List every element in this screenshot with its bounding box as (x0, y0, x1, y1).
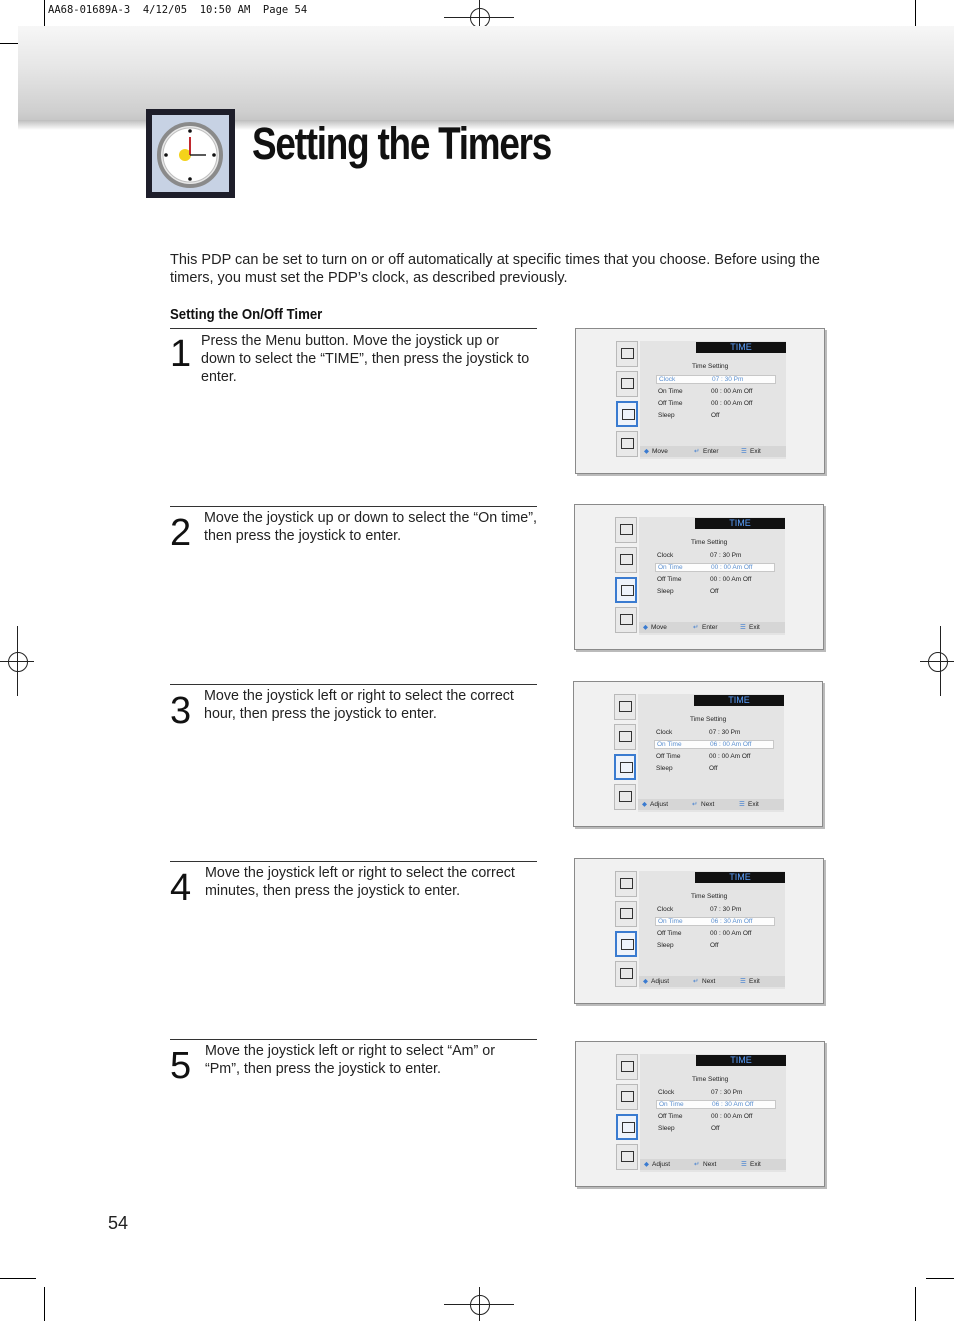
osd-row-label: On Time (657, 741, 682, 748)
osd-row-label: Clock (658, 1089, 675, 1096)
time-menu-icon (615, 577, 637, 603)
footer-action-2: Enter (702, 624, 718, 631)
osd-row-label: Clock (656, 729, 673, 736)
crop-mark (44, 1287, 45, 1321)
step-text: Move the joystick left or right to select the correct minutes, then press the joystick to enter. (205, 865, 515, 899)
enter-icon: ↵ (692, 801, 698, 808)
osd-side-menu (615, 871, 637, 989)
osd-row-value: 07 : 30 Pm (711, 1089, 743, 1096)
osd-menu-row (655, 929, 775, 938)
osd-screenshot (573, 681, 823, 827)
joystick-icon: ◆ (644, 448, 649, 455)
osd-menu-row (656, 1100, 776, 1109)
osd-footer (638, 799, 784, 810)
page-title: Setting the Timers (252, 118, 552, 169)
osd-side-menu (616, 341, 638, 459)
osd-row-value: 06 : 00 Am Off (710, 741, 752, 748)
osd-menu-row (654, 728, 774, 737)
osd-row-value: 07 : 30 Pm (709, 729, 741, 736)
footer-action-2: Next (702, 978, 716, 985)
osd-menu-row (656, 399, 776, 408)
osd-menu-row (655, 905, 775, 914)
picture-menu-icon (616, 1054, 638, 1080)
osd-menu-row (654, 764, 774, 773)
osd-row-value: 00 : 00 Am Off (710, 576, 752, 583)
time-menu-icon (616, 401, 638, 427)
osd-screenshot (574, 858, 824, 1004)
setup-menu-icon (616, 371, 638, 397)
osd-row-label: Sleep (658, 412, 675, 419)
step-number: 5 (170, 1045, 192, 1087)
print-slug: AA68-01689A-3 4/12/05 10:50 AM Page 54 (48, 4, 308, 16)
joystick-icon: ◆ (643, 624, 648, 631)
osd-row-label: Sleep (656, 765, 673, 772)
osd-menu-subtitle: Time Setting (692, 1076, 729, 1083)
osd-menu-row (655, 551, 775, 560)
setup-menu-icon (615, 901, 637, 927)
osd-row-value: 07 : 30 Pm (710, 906, 742, 913)
osd-row-value: Off (709, 765, 718, 772)
osd-side-menu (615, 517, 637, 635)
footer-action-1: Adjust (650, 801, 669, 808)
osd-row-value: Off (710, 588, 719, 595)
menu-icon: ☰ (739, 801, 745, 808)
enter-icon: ↵ (693, 624, 699, 631)
osd-screenshot (574, 504, 824, 650)
osd-side-menu (616, 1054, 638, 1172)
enter-icon: ↵ (694, 1161, 700, 1168)
osd-menu-row (656, 375, 776, 384)
osd-row-value: Off (711, 412, 720, 419)
step-divider (170, 328, 537, 329)
page-number: 54 (108, 1213, 129, 1233)
osd-row-value: 00 : 00 Am Off (711, 564, 753, 571)
osd-menu-subtitle: Time Setting (691, 893, 728, 900)
footer-action-3: Exit (749, 624, 760, 631)
step-number: 2 (170, 512, 192, 554)
crop-mark (0, 1278, 36, 1279)
osd-menu (640, 1054, 786, 1172)
osd-row-label: Off Time (656, 753, 681, 760)
osd-menu-title: TIME (696, 342, 786, 353)
step-number: 3 (170, 690, 192, 732)
osd-row-value: 00 : 00 Am Off (711, 400, 753, 407)
osd-row-label: Off Time (657, 930, 682, 937)
step-text: Move the joystick left or right to select the correct hour, then press the joystick to enter. (204, 688, 514, 722)
osd-menu-title: TIME (695, 872, 785, 883)
channel-menu-icon (616, 1144, 638, 1170)
osd-menu-row (656, 411, 776, 420)
osd-row-value: 00 : 00 Am Off (711, 1113, 753, 1120)
osd-menu-row (654, 740, 774, 749)
step-divider (170, 684, 537, 685)
osd-menu-title: TIME (694, 695, 784, 706)
crop-mark (926, 1278, 954, 1279)
osd-menu-row (656, 1112, 776, 1121)
footer-action-3: Exit (750, 448, 761, 455)
osd-row-label: Off Time (657, 576, 682, 583)
time-menu-icon (615, 931, 637, 957)
picture-menu-icon (615, 871, 637, 897)
step-divider (170, 1039, 537, 1040)
osd-row-value: 07 : 30 Pm (710, 552, 742, 559)
channel-menu-icon (615, 607, 637, 633)
osd-menu-subtitle: Time Setting (690, 716, 727, 723)
osd-menu (639, 871, 785, 989)
menu-icon: ☰ (741, 1161, 747, 1168)
osd-menu-row (656, 1088, 776, 1097)
footer-action-2: Next (703, 1161, 717, 1168)
osd-menu-title: TIME (695, 518, 785, 529)
enter-icon: ↵ (694, 448, 700, 455)
osd-row-label: On Time (658, 918, 683, 925)
osd-row-value: 06 : 30 Am Off (711, 918, 753, 925)
joystick-icon: ◆ (642, 801, 647, 808)
osd-footer (640, 1159, 786, 1170)
osd-row-label: Sleep (657, 588, 674, 595)
picture-menu-icon (615, 517, 637, 543)
osd-side-menu (614, 694, 636, 812)
osd-row-value: Off (710, 942, 719, 949)
osd-row-label: Clock (657, 906, 674, 913)
osd-menu-row (655, 917, 775, 926)
osd-row-value: 00 : 00 Am Off (709, 753, 751, 760)
menu-icon: ☰ (741, 448, 747, 455)
section-subheading: Setting the On/Off Timer (170, 306, 323, 323)
osd-menu-row (655, 941, 775, 950)
clock-icon (146, 109, 235, 198)
osd-footer (639, 976, 785, 987)
step-number: 4 (170, 867, 192, 909)
osd-menu (640, 341, 786, 459)
osd-row-value: 06 : 30 Am Off (712, 1101, 754, 1108)
osd-row-label: Clock (659, 376, 676, 383)
osd-row-label: Off Time (658, 1113, 683, 1120)
osd-row-label: Off Time (658, 400, 683, 407)
enter-icon: ↵ (693, 978, 699, 985)
step-number: 1 (170, 333, 192, 375)
osd-menu-subtitle: Time Setting (691, 539, 728, 546)
setup-menu-icon (615, 547, 637, 573)
step-text: Press the Menu button. Move the joystick up or down to select the “TIME”, then press the joystick to enter. (201, 333, 530, 385)
joystick-icon: ◆ (644, 1161, 649, 1168)
channel-menu-icon (614, 784, 636, 810)
footer-action-1: Move (652, 448, 668, 455)
intro-paragraph: This PDP can be set to turn on or off automatically at specific times that you choose. Before using the timers, you must set the PDP’s clock, as described previously. (170, 252, 820, 286)
osd-footer (639, 622, 785, 633)
osd-row-label: On Time (659, 1101, 684, 1108)
crop-mark (915, 1287, 916, 1321)
osd-row-value: Off (711, 1125, 720, 1132)
osd-row-value: 00 : 00 Am Off (711, 388, 753, 395)
osd-menu-row (656, 387, 776, 396)
osd-menu-row (655, 587, 775, 596)
osd-menu-row (656, 1124, 776, 1133)
footer-action-3: Exit (750, 1161, 761, 1168)
osd-menu-row (655, 575, 775, 584)
footer-action-2: Enter (703, 448, 719, 455)
osd-row-label: Sleep (658, 1125, 675, 1132)
osd-row-label: Sleep (657, 942, 674, 949)
setup-menu-icon (614, 724, 636, 750)
footer-action-1: Adjust (651, 978, 670, 985)
osd-row-label: Clock (657, 552, 674, 559)
footer-action-2: Next (701, 801, 715, 808)
footer-action-3: Exit (748, 801, 759, 808)
setup-menu-icon (616, 1084, 638, 1110)
osd-menu-title: TIME (696, 1055, 786, 1066)
osd-row-value: 00 : 00 Am Off (710, 930, 752, 937)
footer-action-1: Adjust (652, 1161, 671, 1168)
osd-footer (640, 446, 786, 457)
footer-action-1: Move (651, 624, 667, 631)
osd-screenshot (575, 328, 825, 474)
osd-menu-subtitle: Time Setting (692, 363, 729, 370)
osd-menu-row (654, 752, 774, 761)
picture-menu-icon (614, 694, 636, 720)
channel-menu-icon (615, 961, 637, 987)
osd-menu (638, 694, 784, 812)
step-text: Move the joystick up or down to select the “On time”, then press the joystick to enter. (204, 510, 537, 544)
osd-row-label: On Time (658, 564, 683, 571)
step-divider (170, 506, 537, 507)
joystick-icon: ◆ (643, 978, 648, 985)
time-menu-icon (616, 1114, 638, 1140)
menu-icon: ☰ (740, 978, 746, 985)
step-divider (170, 861, 537, 862)
picture-menu-icon (616, 341, 638, 367)
osd-menu-row (655, 563, 775, 572)
channel-menu-icon (616, 431, 638, 457)
osd-row-value: 07 : 30 Pm (712, 376, 744, 383)
step-text: Move the joystick left or right to select “Am” or “Pm”, then press the joystick to enter. (205, 1043, 496, 1077)
menu-icon: ☰ (740, 624, 746, 631)
osd-screenshot (575, 1041, 825, 1187)
osd-row-label: On Time (658, 388, 683, 395)
osd-menu (639, 517, 785, 635)
time-menu-icon (614, 754, 636, 780)
footer-action-3: Exit (749, 978, 760, 985)
